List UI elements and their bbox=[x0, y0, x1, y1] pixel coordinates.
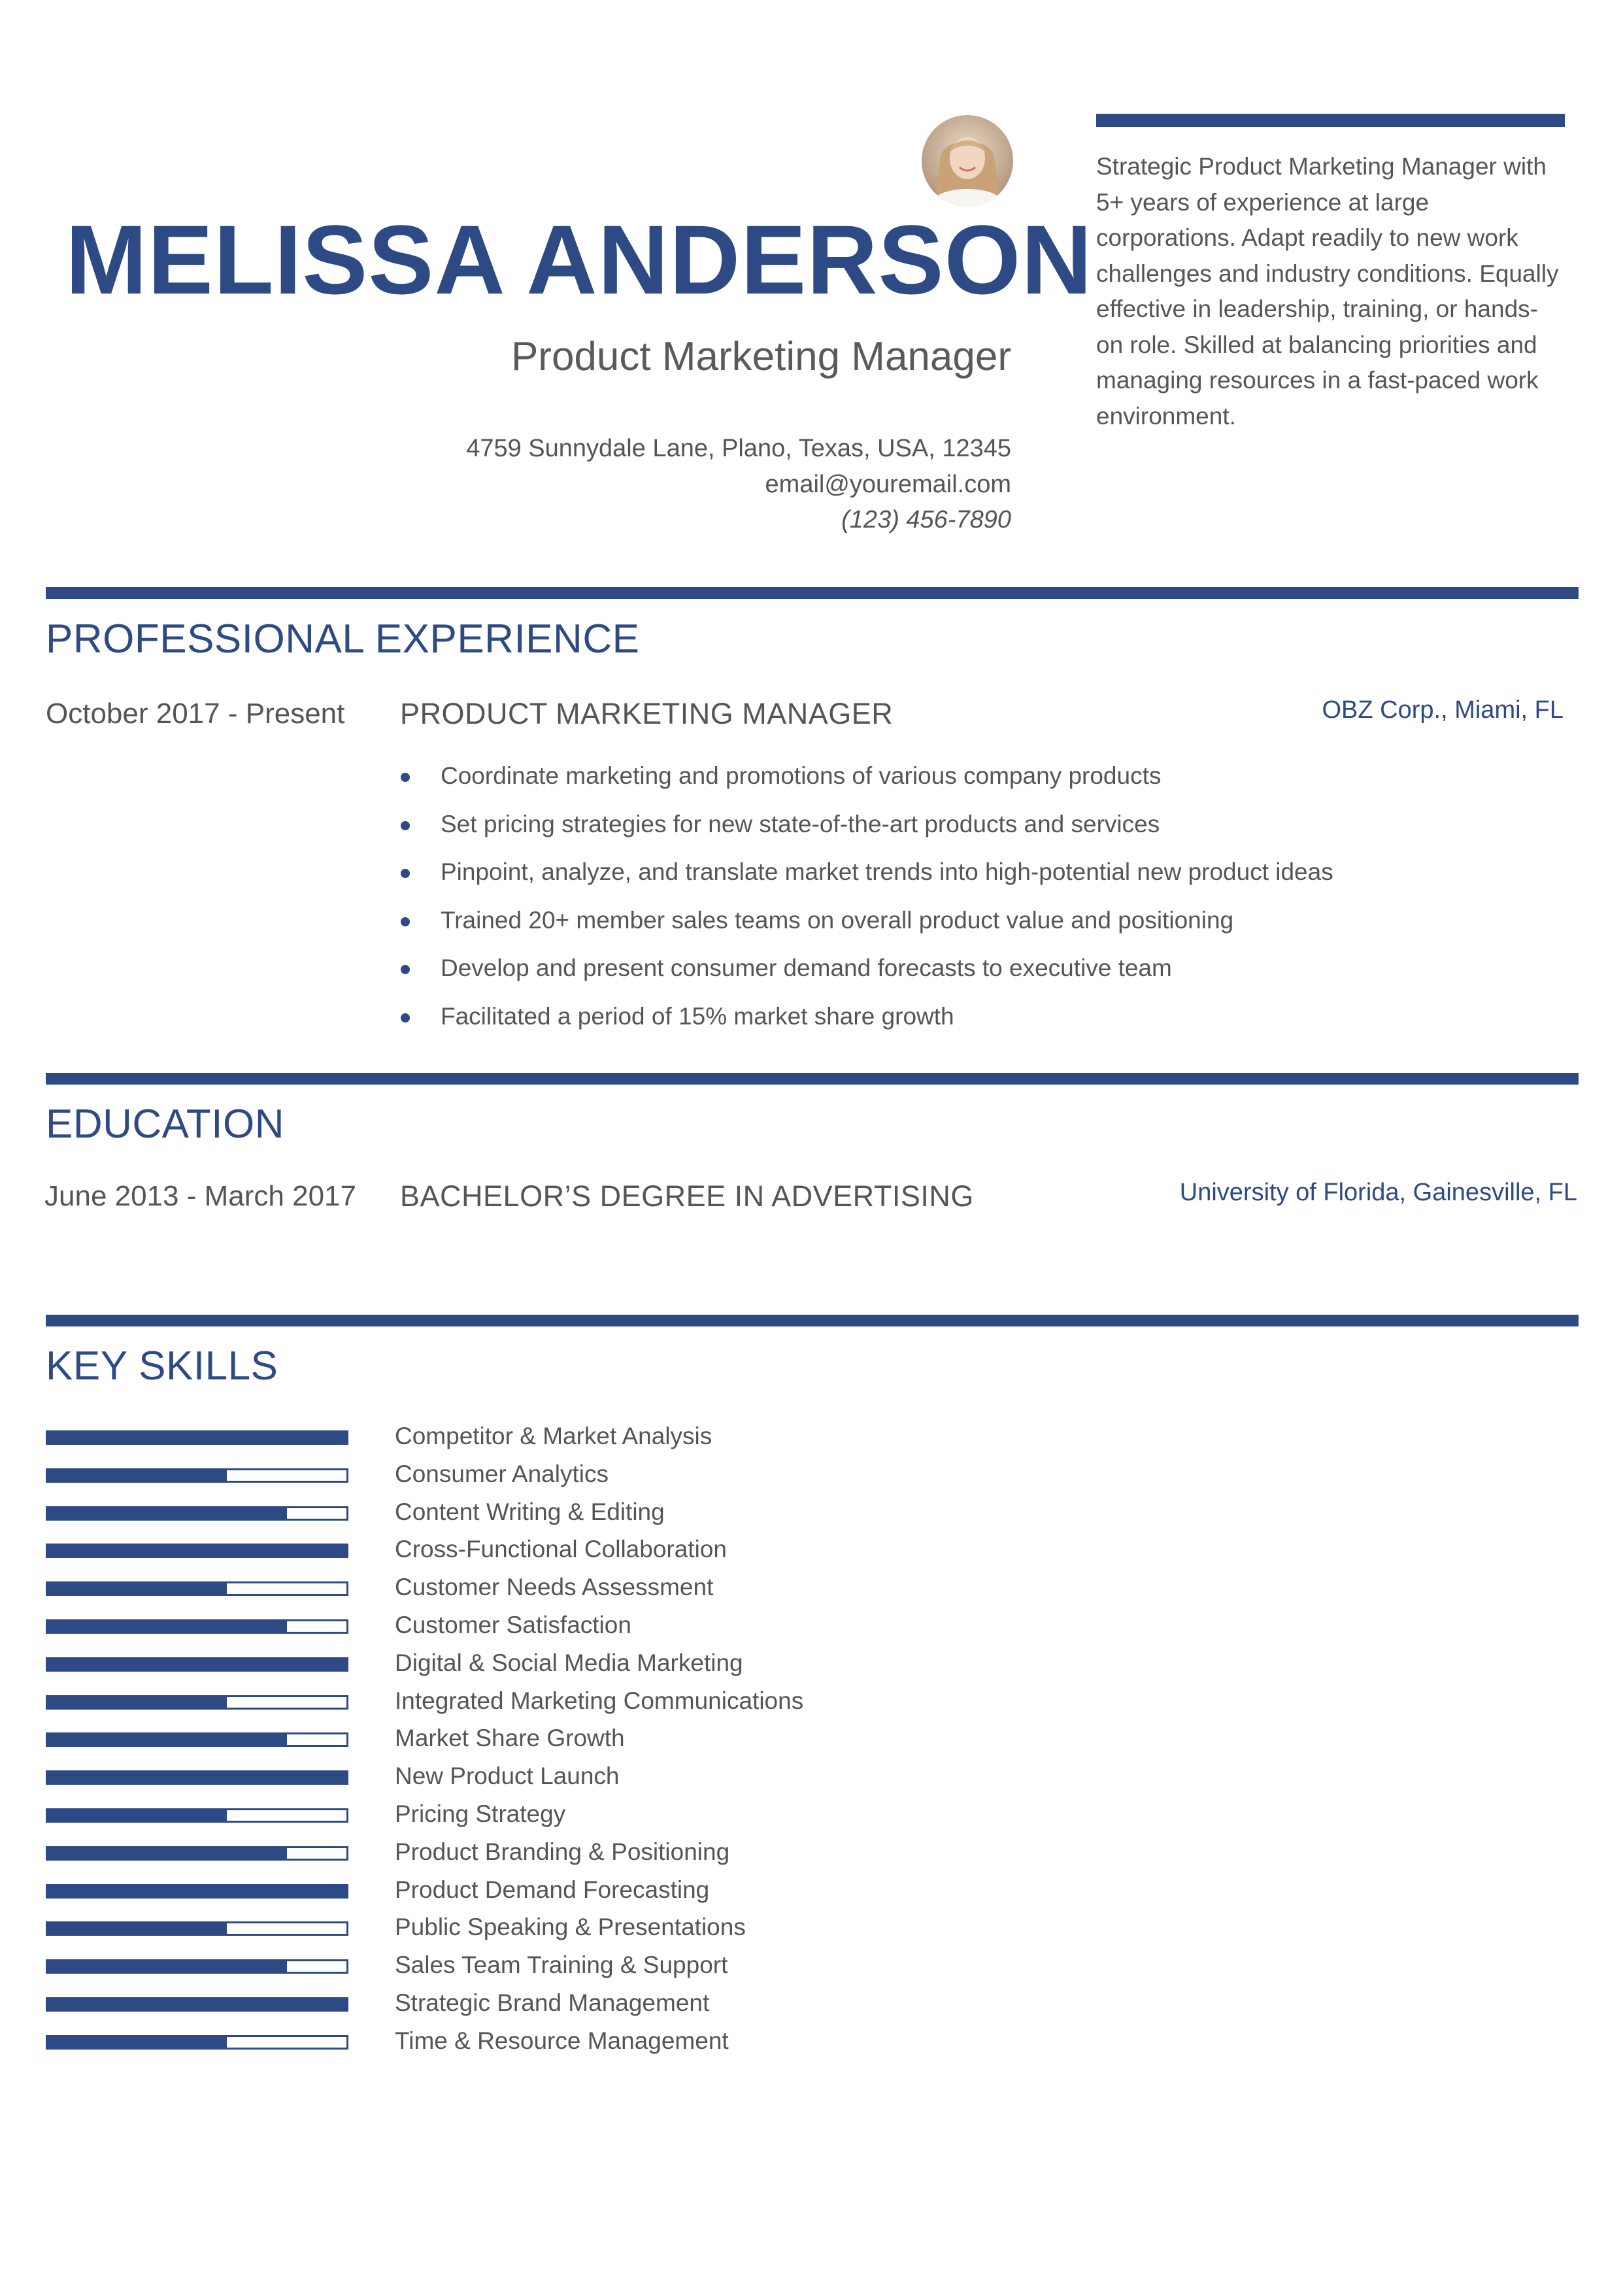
summary-top-bar bbox=[1096, 114, 1565, 127]
skill-level-bar bbox=[46, 1959, 348, 1974]
skill-level-bar bbox=[46, 1884, 348, 1899]
skill-label: New Product Launch bbox=[395, 1763, 620, 1790]
skill-level-fill bbox=[48, 1848, 287, 1859]
skill-label: Sales Team Training & Support bbox=[395, 1951, 728, 1979]
skill-label: Customer Satisfaction bbox=[395, 1611, 631, 1638]
list-item bbox=[400, 995, 1564, 1043]
skill-label: Public Speaking & Presentations bbox=[395, 1914, 746, 1941]
summary-line: Strategic Product Marketing Manager with bbox=[1096, 153, 1547, 180]
skill-level-fill bbox=[48, 1470, 227, 1481]
contact-address: 4759 Sunnydale Lane, Plano, Texas, USA, 12345 bbox=[466, 435, 1011, 462]
list-item bbox=[46, 1795, 961, 1833]
bullet-text: Pinpoint, analyze, and translate market trends into high-potential new product ideas bbox=[441, 858, 1333, 885]
list-item bbox=[46, 2022, 961, 2060]
experience-job-title: PRODUCT MARKETING MANAGER bbox=[400, 697, 894, 730]
experience-bullet-list bbox=[400, 754, 1564, 1043]
skill-level-bar bbox=[46, 1581, 348, 1596]
summary-line: corporations. Adapt readily to new work bbox=[1096, 224, 1518, 251]
candidate-name: MELISSA ANDERSON bbox=[65, 205, 1093, 314]
skill-level-bar bbox=[46, 1657, 348, 1672]
list-item bbox=[46, 1530, 961, 1568]
bullet-text: Facilitated a period of 15% market share growth bbox=[441, 1002, 954, 1030]
summary-text bbox=[1096, 149, 1573, 434]
bullet-text: Trained 20+ member sales teams on overall product value and positioning bbox=[441, 906, 1234, 934]
bullet-dot-icon bbox=[401, 965, 410, 974]
skill-level-fill bbox=[48, 1583, 227, 1594]
bullet-text: Set pricing strategies for new state-of-the-art products and services bbox=[441, 810, 1160, 837]
list-item bbox=[46, 1908, 961, 1946]
summary-line: challenges and industry conditions. Equally bbox=[1096, 260, 1559, 287]
profile-photo bbox=[922, 115, 1013, 207]
list-item bbox=[46, 1833, 961, 1871]
bullet-text: Develop and present consumer demand forecasts to executive team bbox=[441, 954, 1172, 981]
skill-level-bar bbox=[46, 1430, 348, 1445]
skill-level-bar bbox=[46, 1846, 348, 1861]
list-item bbox=[400, 899, 1564, 947]
bullet-text: Coordinate marketing and promotions of various company products bbox=[441, 762, 1162, 789]
skill-label: Integrated Marketing Communications bbox=[395, 1687, 804, 1714]
bullet-dot-icon bbox=[401, 773, 410, 782]
skill-level-fill bbox=[48, 2037, 227, 2048]
experience-divider bbox=[46, 587, 1579, 599]
skill-label: Customer Needs Assessment bbox=[395, 1574, 714, 1601]
bullet-dot-icon bbox=[401, 821, 410, 830]
skill-level-fill bbox=[48, 1886, 346, 1897]
skill-level-fill bbox=[48, 1810, 227, 1821]
skill-level-fill bbox=[48, 1432, 346, 1443]
skill-label: Pricing Strategy bbox=[395, 1800, 566, 1827]
list-item bbox=[400, 947, 1564, 995]
experience-heading: PROFESSIONAL EXPERIENCE bbox=[46, 616, 640, 662]
skill-label: Competitor & Market Analysis bbox=[395, 1423, 712, 1449]
profile-photo-image bbox=[922, 115, 1013, 207]
skill-level-bar bbox=[46, 1695, 348, 1710]
skills-list bbox=[46, 1417, 961, 2060]
skill-label: Strategic Brand Management bbox=[395, 1989, 710, 2016]
skill-level-bar bbox=[46, 1468, 348, 1483]
list-item bbox=[46, 1493, 961, 1531]
list-item bbox=[400, 754, 1564, 803]
skill-label: Cross-Functional Collaboration bbox=[395, 1536, 727, 1563]
list-item bbox=[46, 1606, 961, 1644]
skill-level-fill bbox=[48, 1545, 346, 1556]
summary-line: on role. Skilled at balancing priorities and bbox=[1096, 331, 1537, 358]
skill-level-bar bbox=[46, 1732, 348, 1747]
list-item bbox=[46, 1568, 961, 1606]
job-headline: Product Marketing Manager bbox=[510, 334, 1011, 379]
bullet-dot-icon bbox=[401, 869, 410, 878]
skill-level-bar bbox=[46, 1808, 348, 1823]
education-degree: BACHELOR’S DEGREE IN ADVERTISING bbox=[400, 1179, 974, 1213]
skill-label: Product Branding & Positioning bbox=[395, 1838, 730, 1865]
summary-line: managing resources in a fast-paced work bbox=[1096, 367, 1539, 394]
skills-divider bbox=[46, 1315, 1579, 1326]
skill-level-bar bbox=[46, 1997, 348, 2012]
skill-level-bar bbox=[46, 1770, 348, 1785]
skill-level-fill bbox=[48, 1923, 227, 1934]
list-item bbox=[46, 1455, 961, 1493]
skill-level-bar bbox=[46, 1506, 348, 1521]
education-date: June 2013 - March 2017 bbox=[44, 1180, 356, 1212]
list-item bbox=[400, 803, 1564, 851]
bullet-dot-icon bbox=[401, 1013, 410, 1022]
list-item bbox=[46, 1946, 961, 1984]
skill-label: Product Demand Forecasting bbox=[395, 1876, 710, 1903]
skills-heading: KEY SKILLS bbox=[46, 1343, 278, 1389]
contact-phone: (123) 456-7890 bbox=[841, 506, 1011, 533]
experience-date: October 2017 - Present bbox=[46, 698, 345, 730]
list-item bbox=[46, 1644, 961, 1682]
skill-label: Consumer Analytics bbox=[395, 1460, 609, 1487]
list-item bbox=[46, 1417, 961, 1455]
education-heading: EDUCATION bbox=[46, 1102, 285, 1147]
skill-level-bar bbox=[46, 2035, 348, 2050]
skill-level-fill bbox=[48, 1659, 346, 1670]
contact-email[interactable]: email@youremail.com bbox=[765, 471, 1011, 498]
list-item bbox=[46, 1719, 961, 1757]
list-item bbox=[46, 1682, 961, 1720]
experience-company: OBZ Corp., Miami, FL bbox=[1322, 696, 1564, 724]
skill-level-fill bbox=[48, 1999, 346, 2010]
skill-level-fill bbox=[48, 1697, 227, 1708]
education-divider bbox=[46, 1073, 1579, 1085]
skill-label: Content Writing & Editing bbox=[395, 1498, 665, 1525]
list-item bbox=[46, 1757, 961, 1795]
skill-label: Digital & Social Media Marketing bbox=[395, 1649, 743, 1676]
skill-level-bar bbox=[46, 1544, 348, 1558]
skill-label: Time & Resource Management bbox=[395, 2027, 729, 2054]
bullet-dot-icon bbox=[401, 917, 410, 926]
skill-level-bar bbox=[46, 1921, 348, 1936]
skill-level-bar bbox=[46, 1619, 348, 1634]
skill-level-fill bbox=[48, 1508, 287, 1519]
skill-label: Market Share Growth bbox=[395, 1725, 625, 1752]
summary-line: 5+ years of experience at large bbox=[1096, 188, 1430, 216]
education-school: University of Florida, Gainesville, FL bbox=[1179, 1179, 1577, 1206]
skill-level-fill bbox=[48, 1734, 287, 1745]
list-item bbox=[400, 851, 1564, 899]
list-item bbox=[46, 1984, 961, 2022]
list-item bbox=[46, 1871, 961, 1909]
skill-level-fill bbox=[48, 1621, 287, 1632]
summary-line: environment. bbox=[1096, 402, 1236, 430]
skill-level-fill bbox=[48, 1961, 287, 1972]
summary-line: effective in leadership, training, or hands- bbox=[1096, 295, 1538, 322]
skill-level-fill bbox=[48, 1772, 346, 1783]
